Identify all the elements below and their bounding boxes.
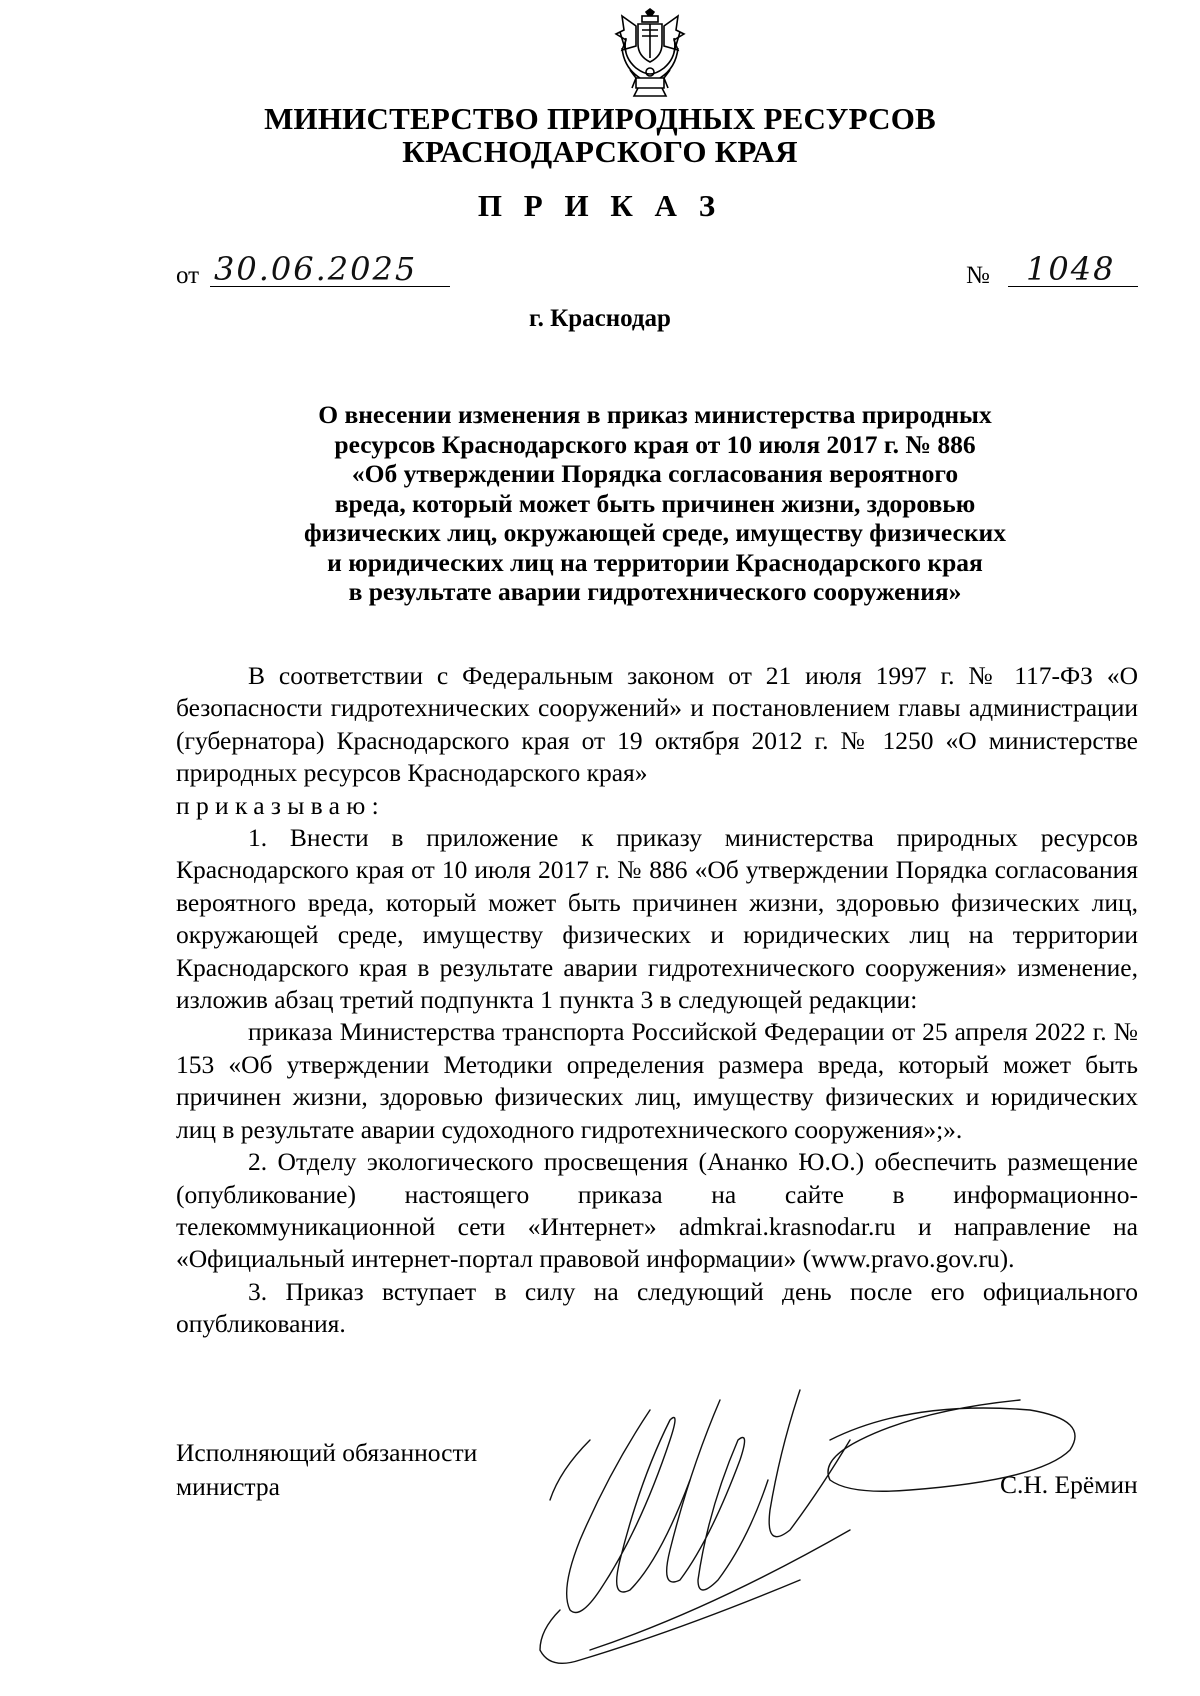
title-line: физических лиц, окружающей среде, имуществу физических [304,518,1006,547]
item-1: 1. Внести в приложение к приказу министерства природных ресурсов Краснодарского края от 10 июля 2017 г. № 886 «Об утверждении Порядка согласования вероятного вреда, который может быть причинен жизни, здоровью физических лиц, окружающей среде, имуществу физических и юридических лиц на территории Краснодарского края в результате аварии гидротехнического сооружения» изменение, изложив абзац третий подпункта 1 пункта 3 в следующей редакции: [176,823,1138,1015]
document-type: П Р И К А З [477,188,723,223]
position-line: министра [176,1472,280,1501]
title-line: вреда, который может быть причинен жизни, здоровью [334,488,976,518]
handwritten-signature [530,1380,1150,1670]
number-prefix: № [966,262,990,289]
number-underline [1008,286,1138,287]
order-date: 30.06.2025 [214,250,418,288]
date-underline [210,286,450,287]
order-number: 1048 [1026,250,1116,288]
preamble: В соответствии с Федеральным законом от 21 июля 1997 г. № 117-ФЗ «О безопасности гидротехнических сооружений» и постановлением главы администрации (губернатора) Краснодарского края от 19 октября 2012 г. № 1250 «О министерстве природных ресурсов Краснодарского края» [176,661,1138,788]
coat-of-arms-icon [612,8,688,100]
signatory-position [176,1436,477,1504]
title-line: О внесении изменения в приказ министерства природных [318,400,992,429]
order-word: приказываю: [176,790,386,820]
city: г. Краснодар [529,305,671,332]
date-prefix: от [176,262,200,289]
document-title [260,400,1050,607]
document-body [176,660,1138,1341]
item-2: 2. Отделу экологического просвещения (Ананко Ю.О.) обеспечить размещение (опубликование) настоящего приказа на сайте в информационно-телекоммуникационной сети «Интернет» admkrai.krasnodar.ru и направление на «Официальный интернет-портал правовой информации» (www.pravo.gov.ru). [176,1147,1138,1274]
title-line: «Об утверждении Порядка согласования вероятного [351,459,959,488]
title-line: в результате аварии гидротехнического сооружения» [348,577,962,606]
position-line: Исполняющий обязанности [176,1438,478,1467]
ministry-name-line2: КРАСНОДАРСКОГО КРАЯ [402,134,798,169]
item-3: 3. Приказ вступает в силу на следующий день после его официального опубликования. [176,1276,1138,1339]
item-1-quote: приказа Министерства транспорта Российской Федерации от 25 апреля 2022 г. № 153 «Об утверждении Методики определения размера вреда, который может быть причинен жизни, здоровью физических лиц, имуществу физических и юридических лиц в результате аварии судоходного гидротехнического сооружения»;». [176,1017,1138,1144]
title-line: и юридических лиц на территории Краснодарского края [327,547,983,577]
ministry-name-line1: МИНИСТЕРСТВО ПРИРОДНЫХ РЕСУРСОВ [264,101,936,136]
signatory-name: С.Н. Ерёмин [1000,1470,1138,1499]
title-line: ресурсов Краснодарского края от 10 июля 2017 г. № 886 [334,429,976,459]
